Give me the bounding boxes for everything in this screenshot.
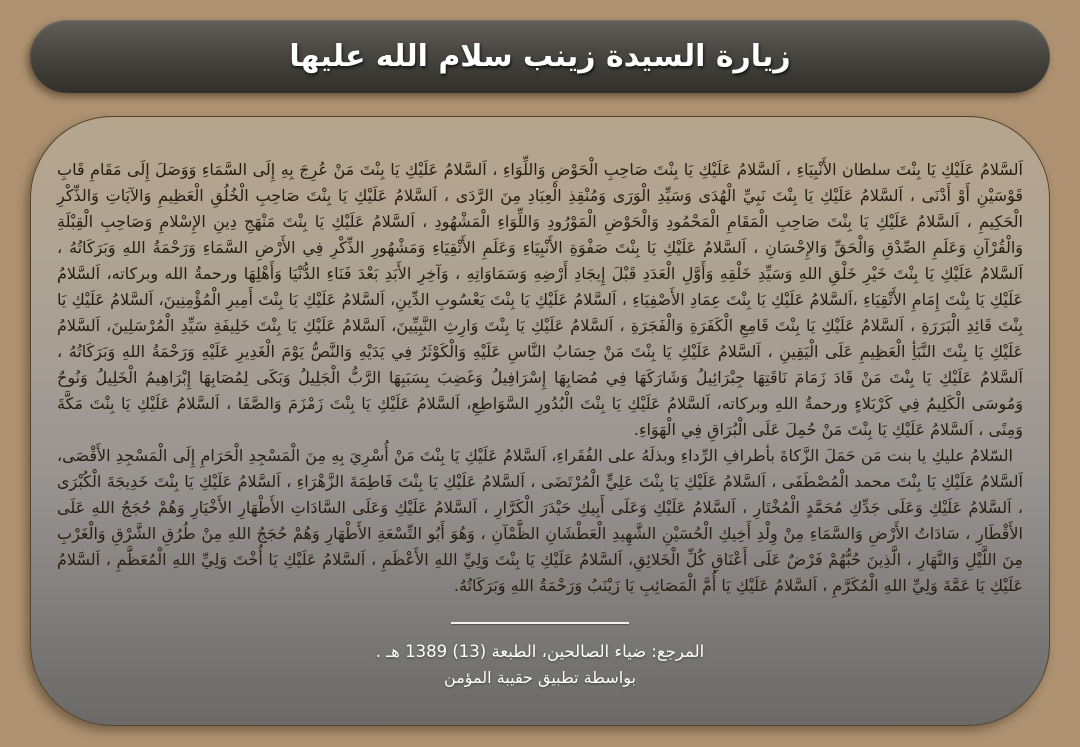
content-card [30, 116, 1050, 726]
page-title: زيارة السيدة زينب سلام الله عليها [289, 39, 791, 74]
prayer-text [31, 117, 1049, 599]
prayer-paragraph-2: السّلامُ عليكِ يا بنت مَن حَمَلَ الزَّكاةَ بأطرافِ الرِّداءِ وبذلَهُ على الفُقَراءِ، اَلسَّلامُ عَلَيْكِ يَا بِنْتَ مَنْ أُسْرِيَ بِهِ مِنَ الْمَسْجِدِ الْحَرَامِ إِلَى الْمَسْجِدِ الأَقْصَى، اَلسَّلامُ عَلَيْكِ يَا بِنْتَ محمد الْمُصْطَفَى ، اَلسَّلامُ عَلَيْكِ يَا بِنْتَ عَلِيٍّ الْمُرْتَضَى ، اَلسَّلامُ عَلَيْكِ يَا بِنْتَ فَاطِمَةَ الزَّهْرَاءِ ، اَلسَّلامُ عَلَيْكِ يَا بِنْتَ خَدِيجَةَ الْكُبْرَى ، اَلسَّلامُ عَلَيْكِ وَعَلَى جَدِّكِ مُحَمَّدٍ الْمُخْتَارِ ، اَلسَّلامُ عَلَيْكِ وَعَلَى أَبِيكِ حَيْدَرَ الْكَرَّارِ ، اَلسَّلامُ عَلَيْكِ وَعَلَى السَّادَاتِ الأَطْهَارِ الأَخْيَارِ وَهُمْ حُجَجُ اللهِ عَلَى الأَقْطَارِ ، سَادَاتُ الأَرْضِ وَالسَّمَاءِ مِنْ وِلْدِ أَخِيكِ الْحُسَيْنِ الشَّهِيدِ الْعَطْشَانِ الظَّمْآنِ ، وَهُوَ أَبُو التِّسْعَةِ الأَطْهَارِ وَهُمْ حُجَجُ اللهِ مِنْ طُرُقِ الشَّرْقِ وَالْغَرْبِ مِنَ اللَّيْلِ وَالنَّهَارِ ، الَّذِينَ حُبُّهُمْ فَرْضٌ عَلَى أَعْنَاقِ كُلِّ الْخَلائِقِ، اَلسَّلامُ عَلَيْكِ يَا بِنْتَ وَلِيِّ اللهِ الأَعْظَمِ ، اَلسَّلامُ عَلَيْكِ يَا أُخْتَ وَلِيِّ اللهِ الْمُعَظَّمِ ، اَلسَّلامُ عَلَيْكِ يَا عَمَّةَ وَلِيِّ اللهِ الْمُكَرَّمِ ، اَلسَّلامُ عَلَيْكِ يَا أُمَّ الْمَصَائِبِ يَا زَيْنَبُ وَرَحْمَةُ اللهِ وَبَرَكَاتُهُ. [57, 446, 1023, 595]
reference-text: المرجع: ضياء الصالحين، الطبعة (13) 1389 هـ . [375, 642, 705, 661]
card-footer [31, 622, 1049, 691]
footer-divider [451, 622, 629, 624]
prayer-paragraph-1: اَلسَّلامُ عَلَيْكِ يَا بِنْتَ سلطان الأَنْبِيَاءِ ، اَلسَّلامُ عَلَيْكِ يَا بِنْتَ صَاحِبِ الْحَوْضِ وَاللِّوَاءِ ، اَلسَّلامُ عَلَيْكِ يَا بِنْتَ مَنْ عُرِجَ بِهِ إِلَى السَّمَاءِ وَوَصَلَ إِلَى مَقَامِ قَابِ قَوْسَيْنِ أَوْ أَدْنَى ، اَلسَّلامُ عَلَيْكِ يَا بِنْتَ نَبِيِّ الْهُدَى وَسَيِّدِ الْوَرَى وَمُنْقِذِ الْعِبَادِ مِنَ الرَّدَى ، اَلسَّلامُ عَلَيْكِ يَا بِنْتَ صَاحِبِ الْخُلُقِ الْعَظِيمِ وَالآيَاتِ وَالذِّكْرِ الْحَكِيمِ ، اَلسَّلامُ عَلَيْكِ يَا بِنْتَ صَاحِبِ الْمَقَامِ الْمَحْمُودِ وَالْحَوْضِ الْمَوْرُودِ وَاللِّوَاءِ الْمَشْهُودِ ، اَلسَّلامُ عَلَيْكِ يَا بِنْتَ مَنْهَجِ دِينِ الإِسْلامِ وَصَاحِبِ الْقِبْلَةِ وَالْقُرْآنِ وَعَلَمِ الصِّدْقِ وَالْحَقِّ وَالإِحْسَانِ ، اَلسَّلامُ عَلَيْكِ يَا بِنْتَ صَفْوَةِ الأَنْبِيَاءِ وَعَلَمِ الأَتْقِيَاءِ وَمَشْهُورِ الذِّكْرِ فِي الأَرْضِ السَّمَاءِ وَرَحْمَةُ اللهِ وَبَرَكَاتُهُ ، اَلسَّلامُ عَلَيْكِ يَا بِنْتَ خَيْرِ خَلْقِ اللهِ وَسَيِّدِ خَلْقِهِ وَأَوَّلِ الْعَدَدِ قَبْلَ إِيجَادِ أَرْضِهِ وَسَمَاوَاتِهِ ، وَآخِرِ الأَبَدِ بَعْدَ فَنَاءِ الدُّنْيَا وَأَهْلِهَا ورحمةُ الله وبركاته، اَلسَّلامُ عَلَيْكِ يَا بِنْتَ إِمَامِ الأَتْقِيَاءِ ،اَلسَّلامُ عَلَيْكِ يَا بِنْتَ عِمَادِ الأَصْفِيَاءِ ، اَلسَّلامُ عَلَيْكِ يَا بِنْتَ يَعْسُوبِ الدِّينِ، اَلسَّلامُ عَلَيْكِ يَا بِنْتَ أَمِيرِ الْمُؤْمِنِينَ، اَلسَّلامُ عَلَيْكِ يَا بِنْتَ قَائِدِ الْبَرَرَةِ ، اَلسَّلامُ عَلَيْكِ يَا بِنْتَ قَامِعِ الْكَفَرَةِ وَالْفَجَرَةِ ، اَلسَّلامُ عَلَيْكِ يَا بِنْتَ وَارِثِ النَّبِيِّينَ، اَلسَّلامُ عَلَيْكِ يَا بِنْتَ خَلِيفَةِ سَيِّدِ الْمُرْسَلِينَ، اَلسَّلامُ عَلَيْكِ يَا بِنْتَ النَّبَأِ الْعَظِيمِ عَلَى الْيَقِينِ ، اَلسَّلامُ عَلَيْكِ يَا بِنْتَ مَنْ حِسَابُ النَّاسِ عَلَيْهِ وَالْكَوْثَرُ فِي يَدَيْهِ وَالنَّصُّ يَوْمَ الْغَدِيرِ عَلَيْهِ وَرَحْمَةُ اللهِ وَبَرَكَاتُهُ ، اَلسَّلامُ عَلَيْكِ يَا بِنْتَ مَنْ قَادَ زَمَامَ نَاقَتِهَا جِبْرَائِيلُ وَشَارَكَهَا فِي مُصَابِهَا إِسْرَافِيلُ وَغَضِبَ بِسَبَبِهَا الرَّبُّ الْجَلِيلُ وَبَكَى لِمُصَابِهَا إِبْرَاهِيمُ الْخَلِيلُ وَنُوحٌ وَمُوسَى الْكَلِيمُ فِي كَرْبَلاءٍ ورحمةُ اللهِ وبركاته، اَلسَّلامُ عَلَيْكِ يَا بِنْتَ الْبُدُورِ السَّوَاطِعِ، اَلسَّلامُ عَلَيْكِ يَا بِنْتَ زَمْزَمَ وَالصَّفَا ، اَلسَّلامُ عَلَيْكِ يَا بِنْتَ مَكَّةَ وَمِنًى ، اَلسَّلامُ عَلَيْكِ يَا بِنْتَ مَنْ حُمِلَ عَلَى الْبُرَاقِ فِي الْهَوَاءِ. [57, 160, 1023, 439]
title-bar [30, 20, 1050, 93]
app-attribution: بواسطة تطبيق حقيبة المؤمن [444, 668, 636, 687]
